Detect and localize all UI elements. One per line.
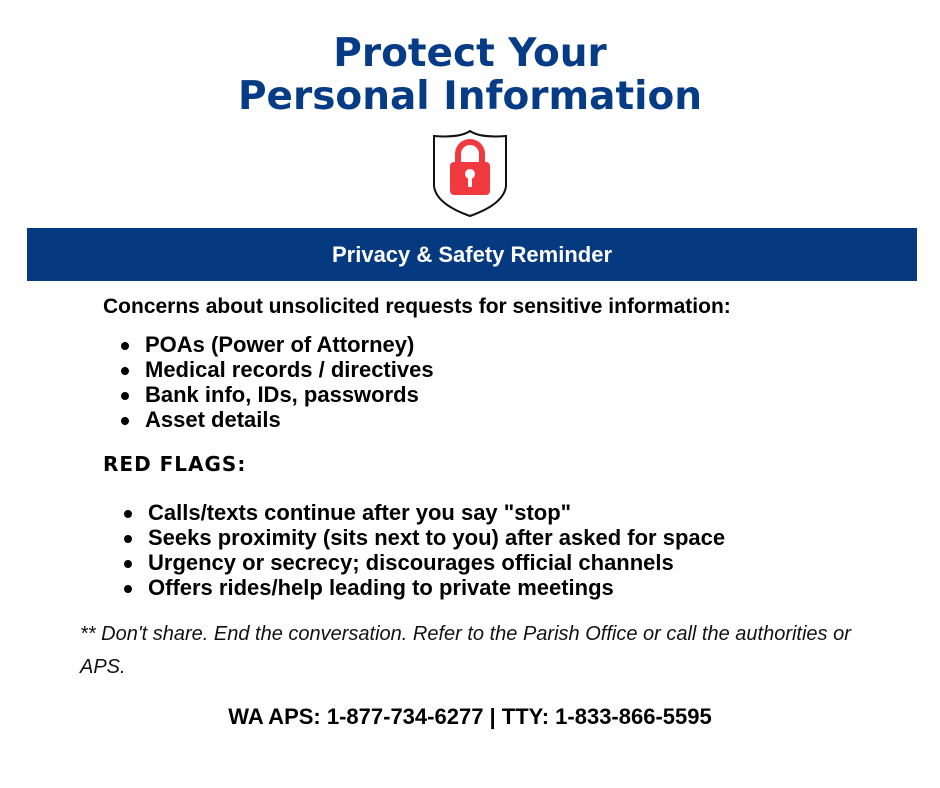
page-title (0, 32, 940, 118)
contact-phone: WA APS: 1-877-734-6277 | TTY: 1-833-866-5595 (228, 704, 712, 729)
red-flags-list (124, 500, 725, 600)
red-flags-heading: RED FLAGS: (103, 452, 247, 476)
list-item: Offers rides/help leading to private meetings (124, 575, 725, 600)
list-item: Calls/texts continue after you say "stop" (124, 500, 725, 525)
section-banner: Privacy & Safety Reminder (27, 228, 917, 281)
title-line-2: Personal Information (237, 74, 703, 119)
shield-lock-icon (430, 128, 510, 220)
title-line-1: Protect Your (333, 31, 607, 76)
list-item: Asset details (121, 407, 434, 432)
list-item: Bank info, IDs, passwords (121, 382, 434, 407)
concerns-list (121, 332, 434, 432)
list-item: Seeks proximity (sits next to you) after asked for space (124, 525, 725, 550)
advice-note: ** Don't share. End the conversation. Refer to the Parish Office or call the authorities or APS. (80, 623, 851, 678)
list-item: POAs (Power of Attorney) (121, 332, 434, 357)
list-item: Medical records / directives (121, 357, 434, 382)
list-item: Urgency or secrecy; discourages official channels (124, 550, 725, 575)
concerns-heading: Concerns about unsolicited requests for sensitive information: (103, 295, 731, 318)
